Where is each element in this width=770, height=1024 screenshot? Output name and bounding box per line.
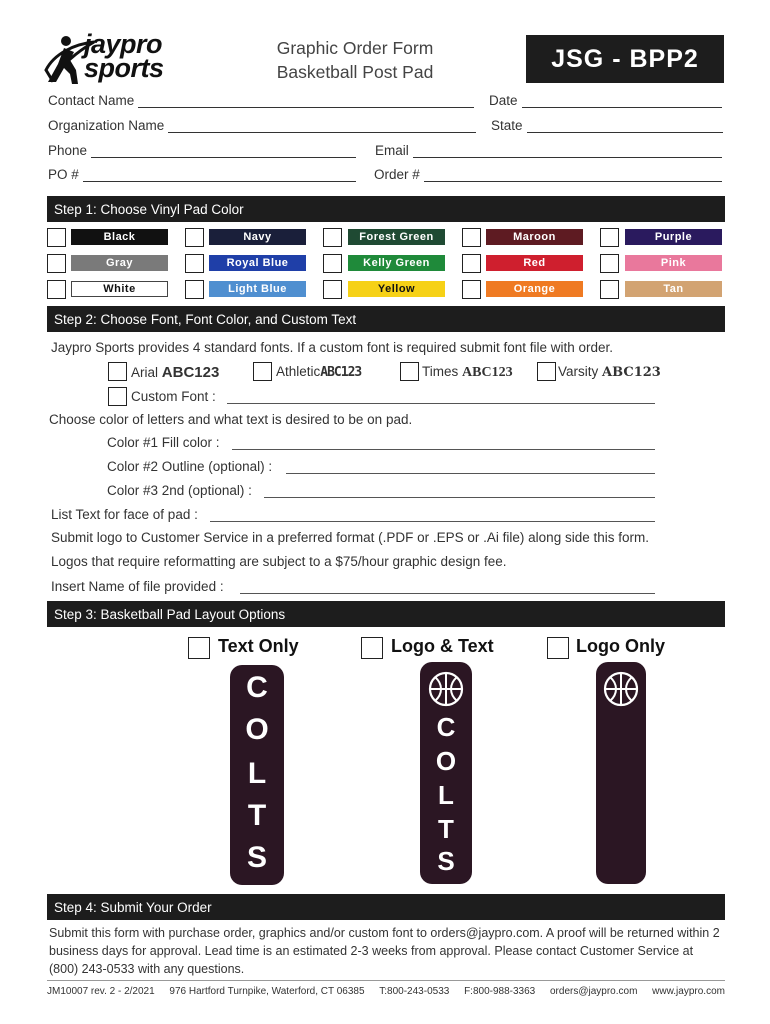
font-checkbox-varsity[interactable] xyxy=(537,362,556,381)
vinyl-color-grid xyxy=(0,226,770,302)
color1-line[interactable] xyxy=(232,449,655,450)
pad-letter-s: S xyxy=(246,841,267,874)
font-name-arial: Arial xyxy=(131,365,159,380)
state-line[interactable] xyxy=(527,119,723,133)
font-checkbox-athletic[interactable] xyxy=(253,362,272,381)
contact-name-line[interactable] xyxy=(138,94,474,108)
design-fee-note: Logos that require reformatting are subject to a $75/hour graphic design fee. xyxy=(51,554,507,569)
font-option-times xyxy=(422,364,513,381)
footer-website[interactable]: www.jaypro.com xyxy=(652,986,725,997)
font-sample-arial: ABC123 xyxy=(161,364,220,381)
color-checkbox-black[interactable] xyxy=(47,228,66,247)
date-line[interactable] xyxy=(522,94,722,108)
font-sample-athletic: ABC123 xyxy=(320,365,362,380)
organization-name-line[interactable] xyxy=(168,119,476,133)
state-field[interactable] xyxy=(491,115,723,133)
pad-letter-o: O xyxy=(435,746,457,776)
pad-preview-logo-only xyxy=(596,662,646,884)
layout-option-logo-only: Logo Only xyxy=(576,636,665,656)
contact-name-label: Contact Name xyxy=(48,93,135,108)
color1-label: Color #1 Fill color : xyxy=(107,435,220,450)
color-checkbox-tan[interactable] xyxy=(600,280,619,299)
po-field[interactable] xyxy=(48,164,356,182)
font-sample-varsity: ABC123 xyxy=(602,365,661,380)
date-field[interactable] xyxy=(489,90,722,108)
footer-fax: F:800-988-3363 xyxy=(464,986,536,997)
color-swatch-maroon: Maroon xyxy=(486,229,583,245)
email-line[interactable] xyxy=(413,144,722,158)
color-checkbox-gray[interactable] xyxy=(47,254,66,273)
organization-name-label: Organization Name xyxy=(48,118,165,133)
color-swatch-royal-blue: Royal Blue xyxy=(209,255,306,271)
color-checkbox-kelly-green[interactable] xyxy=(323,254,342,273)
pad-preview-logo-text xyxy=(420,662,472,884)
color-swatch-orange: Orange xyxy=(486,281,583,297)
font-sample-times: ABC123 xyxy=(462,365,513,380)
email-label: Email xyxy=(375,143,409,158)
logo-line-1: jaypro xyxy=(84,29,163,59)
step2-title: Step 2: Choose Font, Font Color, and Custom Text xyxy=(54,311,357,327)
color-checkbox-purple[interactable] xyxy=(600,228,619,247)
order-label: Order # xyxy=(374,167,420,182)
submit-instructions: Submit this form with purchase order, graphics and/or custom font to orders@jaypro.com. A proof will be returned within 2 business days for approval. Lead time is an estimated 2-3 weeks from approval. Please contact Customer Service at (800) 243-0533 with any questions. xyxy=(49,926,720,976)
pad-letter-o: O xyxy=(245,713,269,746)
pad-letter-t: T xyxy=(438,814,454,844)
logo-submit-note: Submit logo to Customer Service in a preferred format (.PDF or .EPS or .Ai file) along side this form. xyxy=(51,530,649,545)
color-swatch-pink: Pink xyxy=(625,255,722,271)
font-option-varsity xyxy=(558,364,661,380)
color-checkbox-orange[interactable] xyxy=(462,280,481,299)
font-name-athletic: Athletic xyxy=(276,364,321,379)
font-checkbox-times[interactable] xyxy=(400,362,419,381)
footer-email[interactable]: orders@jaypro.com xyxy=(550,986,638,997)
footer-divider xyxy=(47,980,725,981)
pad-letter-c: C xyxy=(436,712,456,742)
phone-field[interactable] xyxy=(48,140,356,158)
color-swatch-red: Red xyxy=(486,255,583,271)
font-checkbox-arial[interactable] xyxy=(108,362,127,381)
po-line[interactable] xyxy=(83,168,356,182)
color-checkbox-red[interactable] xyxy=(462,254,481,273)
font-option-athletic xyxy=(276,364,361,380)
font-name-varsity: Varsity xyxy=(558,364,599,379)
step2-header xyxy=(47,306,725,332)
color-swatch-forest-green: Forest Green xyxy=(348,229,445,245)
color2-label: Color #2 Outline (optional) : xyxy=(107,459,273,474)
list-text-label: List Text for face of pad : xyxy=(51,507,198,522)
layout-option-text-only: Text Only xyxy=(218,636,299,656)
color-swatch-purple: Purple xyxy=(625,229,722,245)
order-field[interactable] xyxy=(374,164,722,182)
footer xyxy=(47,986,725,997)
contact-name-field[interactable] xyxy=(48,90,474,108)
color3-label: Color #3 2nd (optional) : xyxy=(107,483,252,498)
state-label: State xyxy=(491,118,523,133)
phone-line[interactable] xyxy=(91,144,356,158)
color-checkbox-light-blue[interactable] xyxy=(185,280,204,299)
layout-option-logo-text: Logo & Text xyxy=(391,636,494,656)
file-name-label: Insert Name of file provided : xyxy=(51,579,224,594)
po-label: PO # xyxy=(48,167,79,182)
color-checkbox-maroon[interactable] xyxy=(462,228,481,247)
step1-title: Step 1: Choose Vinyl Pad Color xyxy=(54,201,244,217)
color-checkbox-forest-green[interactable] xyxy=(323,228,342,247)
basketball-icon xyxy=(602,670,640,708)
date-label: Date xyxy=(489,93,518,108)
list-text-line[interactable] xyxy=(210,521,655,522)
step1-header xyxy=(47,196,725,222)
logo-wordmark xyxy=(84,29,164,83)
phone-label: Phone xyxy=(48,143,88,158)
pad-letter-l: L xyxy=(247,757,267,790)
product-code: JSG - BPP2 xyxy=(551,44,699,73)
font-option-arial xyxy=(131,364,219,381)
custom-font-label: Custom Font : xyxy=(131,389,216,404)
color-swatch-black: Black xyxy=(71,229,168,245)
basketball-icon xyxy=(427,670,465,708)
form-title-line-1: Graphic Order Form xyxy=(276,38,434,58)
layout-checkbox-text-only[interactable] xyxy=(188,637,210,659)
footer-address: 976 Hartford Turnpike, Waterford, CT 06385 xyxy=(169,986,365,997)
product-code-badge xyxy=(526,35,724,83)
font-checkbox-custom[interactable] xyxy=(108,387,127,406)
pad-letter-c: C xyxy=(246,671,268,704)
color-swatch-tan: Tan xyxy=(625,281,722,297)
color3-line[interactable] xyxy=(264,497,655,498)
custom-font-line[interactable] xyxy=(227,403,655,404)
order-line[interactable] xyxy=(424,168,722,182)
color-swatch-white: White xyxy=(71,281,168,297)
color2-line[interactable] xyxy=(286,473,655,474)
pad-letter-l: L xyxy=(438,780,454,810)
pad-letter-s: S xyxy=(437,846,455,876)
color-checkbox-white[interactable] xyxy=(47,280,66,299)
form-title-line-2: Basketball Post Pad xyxy=(276,62,434,82)
font-name-times: Times xyxy=(422,364,459,379)
color-swatch-light-blue: Light Blue xyxy=(209,281,306,297)
color-swatch-gray: Gray xyxy=(71,255,168,271)
color-swatch-kelly-green: Kelly Green xyxy=(348,255,445,271)
color-checkbox-pink[interactable] xyxy=(600,254,619,273)
form-title xyxy=(240,36,470,84)
layout-checkbox-logo-only[interactable] xyxy=(547,637,569,659)
email-field[interactable] xyxy=(375,140,722,158)
organization-name-field[interactable] xyxy=(48,115,476,133)
pad-letter-t: T xyxy=(247,799,267,832)
color-checkbox-royal-blue[interactable] xyxy=(185,254,204,273)
file-name-line[interactable] xyxy=(240,593,655,594)
footer-phone: T:800-243-0533 xyxy=(379,986,450,997)
pad-preview-text-only xyxy=(230,665,284,885)
step3-title: Step 3: Basketball Pad Layout Options xyxy=(54,606,286,622)
step4-title: Step 4: Submit Your Order xyxy=(54,899,212,915)
logo-line-2: sports xyxy=(84,53,164,83)
step4-header xyxy=(47,894,725,920)
color-swatch-navy: Navy xyxy=(209,229,306,245)
color-swatch-yellow: Yellow xyxy=(348,281,445,297)
jaypro-logo xyxy=(44,29,194,88)
step3-header xyxy=(47,601,725,627)
footer-revision: JM10007 rev. 2 - 2/2021 xyxy=(47,986,155,997)
layout-checkbox-logo-text[interactable] xyxy=(361,637,383,659)
color-checkbox-navy[interactable] xyxy=(185,228,204,247)
color-intro: Choose color of letters and what text is desired to be on pad. xyxy=(49,412,413,427)
font-intro: Jaypro Sports provides 4 standard fonts. If a custom font is required submit font file with order. xyxy=(51,340,614,355)
color-checkbox-yellow[interactable] xyxy=(323,280,342,299)
